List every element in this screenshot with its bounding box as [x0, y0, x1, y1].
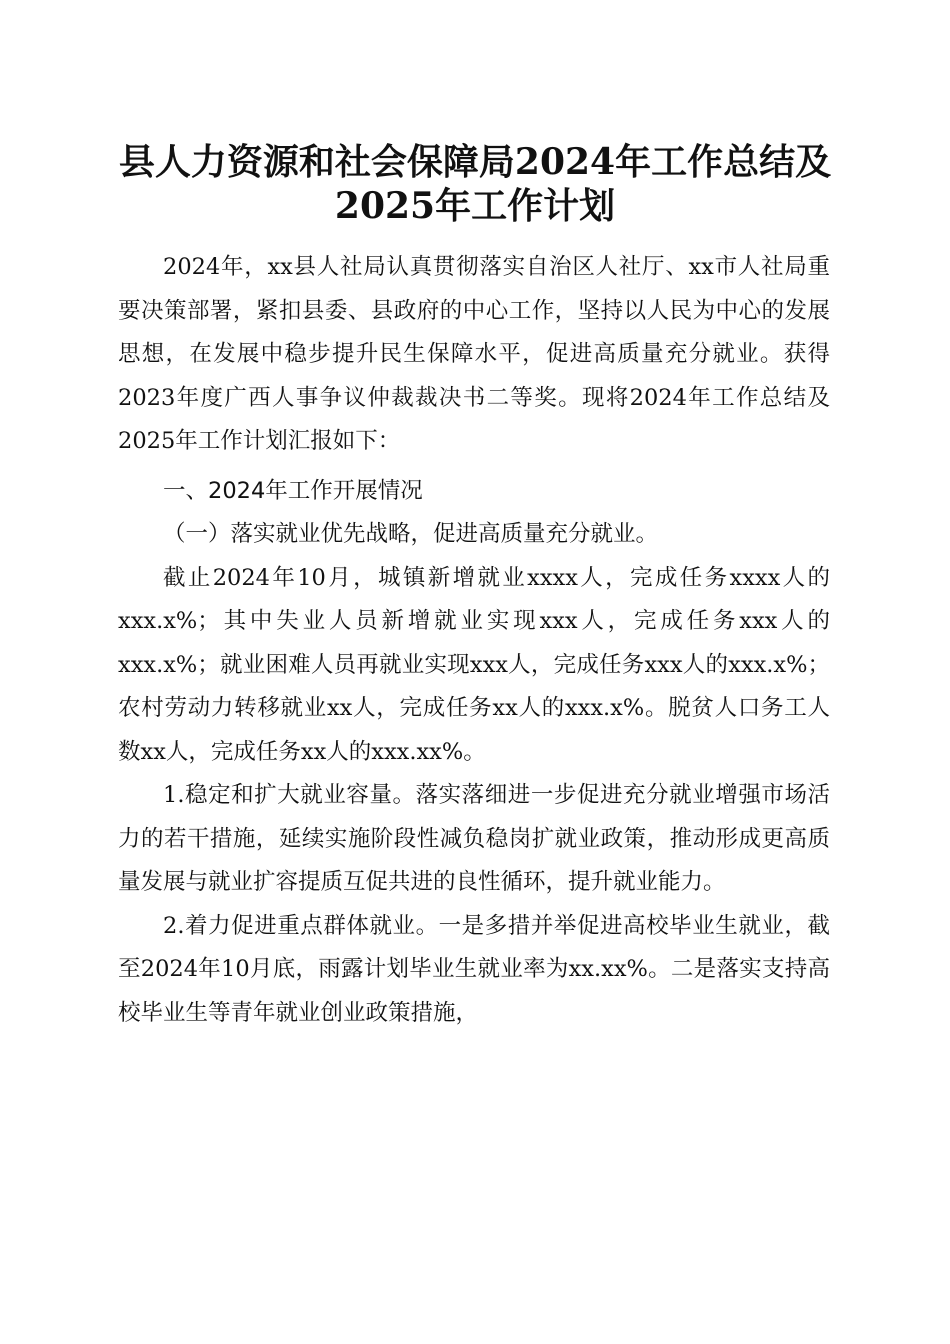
document-title-line-1: 县人力资源和社会保障局2024年工作总结及: [118, 141, 832, 183]
document-body: [118, 246, 830, 1035]
document-title-line-2: 2025年工作计划: [334, 185, 616, 227]
section-heading-1: 一、2024年工作开展情况: [163, 477, 423, 504]
intro-paragraph: 2024年，xx县人社局认真贯彻落实自治区人社厅、xx市人社局重要决策部署，紧扣县委、县政府的中心工作，坚持以人民为中心的发展思想，在发展中稳步提升民生保障水平，促进高质量充分就业。获得2023年度广西人事争议仲裁裁决书二等奖。现将2024年工作总结及2025年工作计划汇报如下：: [118, 254, 830, 454]
item-1-paragraph: 1.稳定和扩大就业容量。落实落细进一步促进充分就业增强市场活力的若干措施，延续实施阶段性减负稳岗扩就业政策，推动形成更高质量发展与就业扩容提质互促共进的良性循环，提升就业能力。: [118, 782, 830, 895]
subsection-heading-1: （一）落实就业优先战略，促进高质量充分就业。: [163, 521, 659, 547]
employment-stats-paragraph: 截止2024年10月，城镇新增就业xxxx人，完成任务xxxx人的xxx.x%；其中失业人员新增就业实现xxx人，完成任务xxx人的xxx.x%；就业困难人员再就业实现xxx人，完成任务xxx人的xxx.x%；农村劳动力转移就业xx人，完成任务xx人的xxx.x%。脱贫人口务工人数xx人，完成任务xx人的xxx.xx%。: [118, 564, 830, 765]
item-2-paragraph: 2.着力促进重点群体就业。一是多措并举促进高校毕业生就业，截至2024年10月底，雨露计划毕业生就业率为xx.xx%。二是落实支持高校毕业生等青年就业创业政策措施，: [118, 912, 830, 1026]
